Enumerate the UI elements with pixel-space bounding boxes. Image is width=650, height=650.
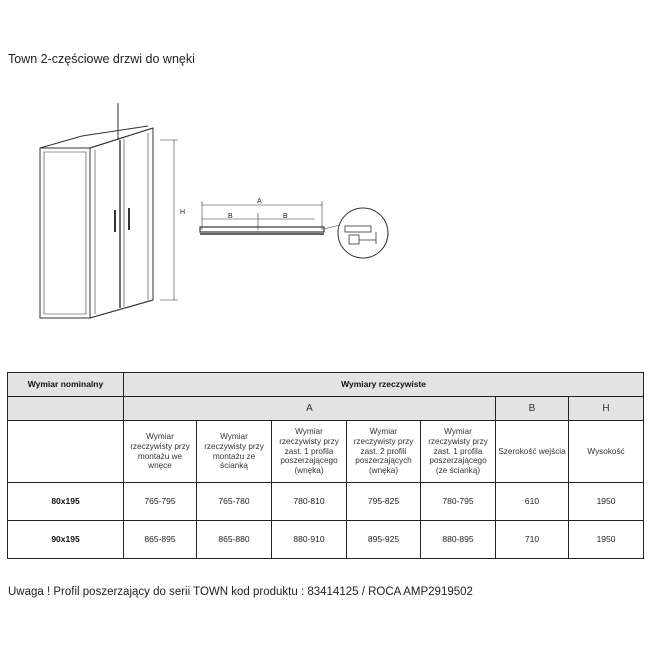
column-header: Wysokość bbox=[569, 421, 644, 483]
header-nominal-spacer bbox=[8, 397, 124, 421]
table-row bbox=[8, 483, 644, 521]
table-cell: 865-895 bbox=[124, 521, 197, 559]
table-cell: 780-810 bbox=[272, 483, 347, 521]
plan-label-b-left: B bbox=[228, 213, 233, 220]
column-header: Wymiar rzeczywisty przy montażu ze ścianką bbox=[197, 421, 272, 483]
table-cell: 895-925 bbox=[347, 521, 421, 559]
desc-spacer bbox=[8, 421, 124, 483]
table-cell: 795-825 bbox=[347, 483, 421, 521]
column-header: Szerokość wejścia bbox=[496, 421, 569, 483]
enclosure-isometric bbox=[40, 103, 178, 318]
table-cell: 765-780 bbox=[197, 483, 272, 521]
plan-view bbox=[200, 201, 340, 234]
row-label: 80x195 bbox=[8, 483, 124, 521]
column-header: Wymiar rzeczywisty przy zast. 1 profila poszerzającego (wnęka) bbox=[272, 421, 347, 483]
plan-label-b-right: B bbox=[283, 213, 288, 220]
profile-detail bbox=[338, 208, 388, 258]
plan-label-a: A bbox=[257, 198, 262, 205]
height-label: H bbox=[180, 209, 186, 216]
table-cell: 1950 bbox=[569, 483, 644, 521]
table-cell: 880-910 bbox=[272, 521, 347, 559]
footnote: Uwaga ! Profil poszerzający do serii TOWN kod produktu : 83414125 / ROCA AMP2919502 bbox=[8, 586, 473, 598]
column-header: Wymiar rzeczywisty przy zast. 1 profila poszerzającego (ze ścianką) bbox=[421, 421, 496, 483]
group-a: A bbox=[124, 397, 496, 421]
page-title: Town 2-częściowe drzwi do wnęki bbox=[8, 52, 195, 66]
table-cell: 865-880 bbox=[197, 521, 272, 559]
column-header: Wymiar rzeczywisty przy zast. 2 profili poszerzających (wnęka) bbox=[347, 421, 421, 483]
table-cell: 765-795 bbox=[124, 483, 197, 521]
row-label: 90x195 bbox=[8, 521, 124, 559]
table-cell: 610 bbox=[496, 483, 569, 521]
table-cell: 780-795 bbox=[421, 483, 496, 521]
table-cell: 710 bbox=[496, 521, 569, 559]
table-cell: 1950 bbox=[569, 521, 644, 559]
group-h: H bbox=[569, 397, 644, 421]
table-cell: 880-895 bbox=[421, 521, 496, 559]
header-nominal: Wymiar nominalny bbox=[8, 373, 124, 397]
dimensions-table bbox=[7, 372, 644, 559]
column-header: Wymiar rzeczywisty przy montażu we wnęce bbox=[124, 421, 197, 483]
technical-drawing bbox=[0, 95, 650, 325]
table-row bbox=[8, 521, 644, 559]
group-b: B bbox=[496, 397, 569, 421]
header-actual: Wymiary rzeczywiste bbox=[124, 373, 644, 397]
